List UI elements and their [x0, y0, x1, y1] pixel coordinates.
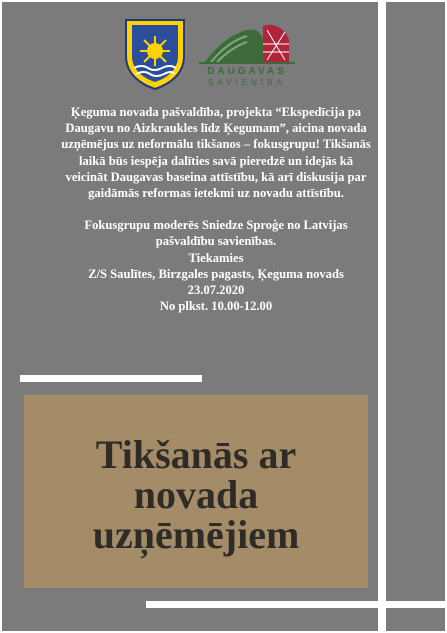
moderator-paragraph: Fokusgrupu moderēs Sniedze Sproģe no Latvijas pašvaldību savienības.	[84, 218, 348, 249]
coat-of-arms-icon	[122, 16, 188, 92]
date-text: 23.07.2020	[187, 283, 245, 298]
logo-text-daugavas: DAUGAVAS	[207, 66, 287, 77]
logo-text-savieniba: SAVIENĪBA	[208, 78, 286, 87]
event-title	[24, 432, 368, 557]
daugavas-savieniba-emblem-icon	[197, 16, 297, 66]
meeting-label: Tiekamies	[188, 250, 244, 265]
title-line-3: uzņēmējiem	[92, 512, 300, 557]
title-line-1: Tikšanās ar	[95, 432, 297, 477]
horizontal-divider-middle	[20, 375, 202, 382]
title-line-2: novada	[133, 472, 259, 517]
horizontal-divider-bottom	[146, 601, 447, 608]
invitation-text	[60, 104, 372, 314]
title-box	[24, 395, 368, 588]
daugavas-savieniba-logo	[197, 16, 297, 90]
vertical-divider	[378, 0, 386, 633]
time-text: No plkst. 10.00-12.00	[159, 299, 273, 314]
intro-paragraph: Ķeguma novada pašvaldība, projekta “Ekspedīcija pa Daugavu no Aizkraukles līdz Ķegumam”, aicina novada uzņēmējus uz neformālu tikšanos – fokusgrupu! Tikšanās laikā būs iespēja dalīties savā pieredzē un idejās kā veicināt Daugavas baseina attīstību, kā arī diskusija par gaidāmās reformas ietekmi uz novadu attīstību.	[61, 105, 371, 201]
location-text: Z/S Saulītes, Birzgales pagasts, Ķeguma novads	[88, 266, 344, 281]
